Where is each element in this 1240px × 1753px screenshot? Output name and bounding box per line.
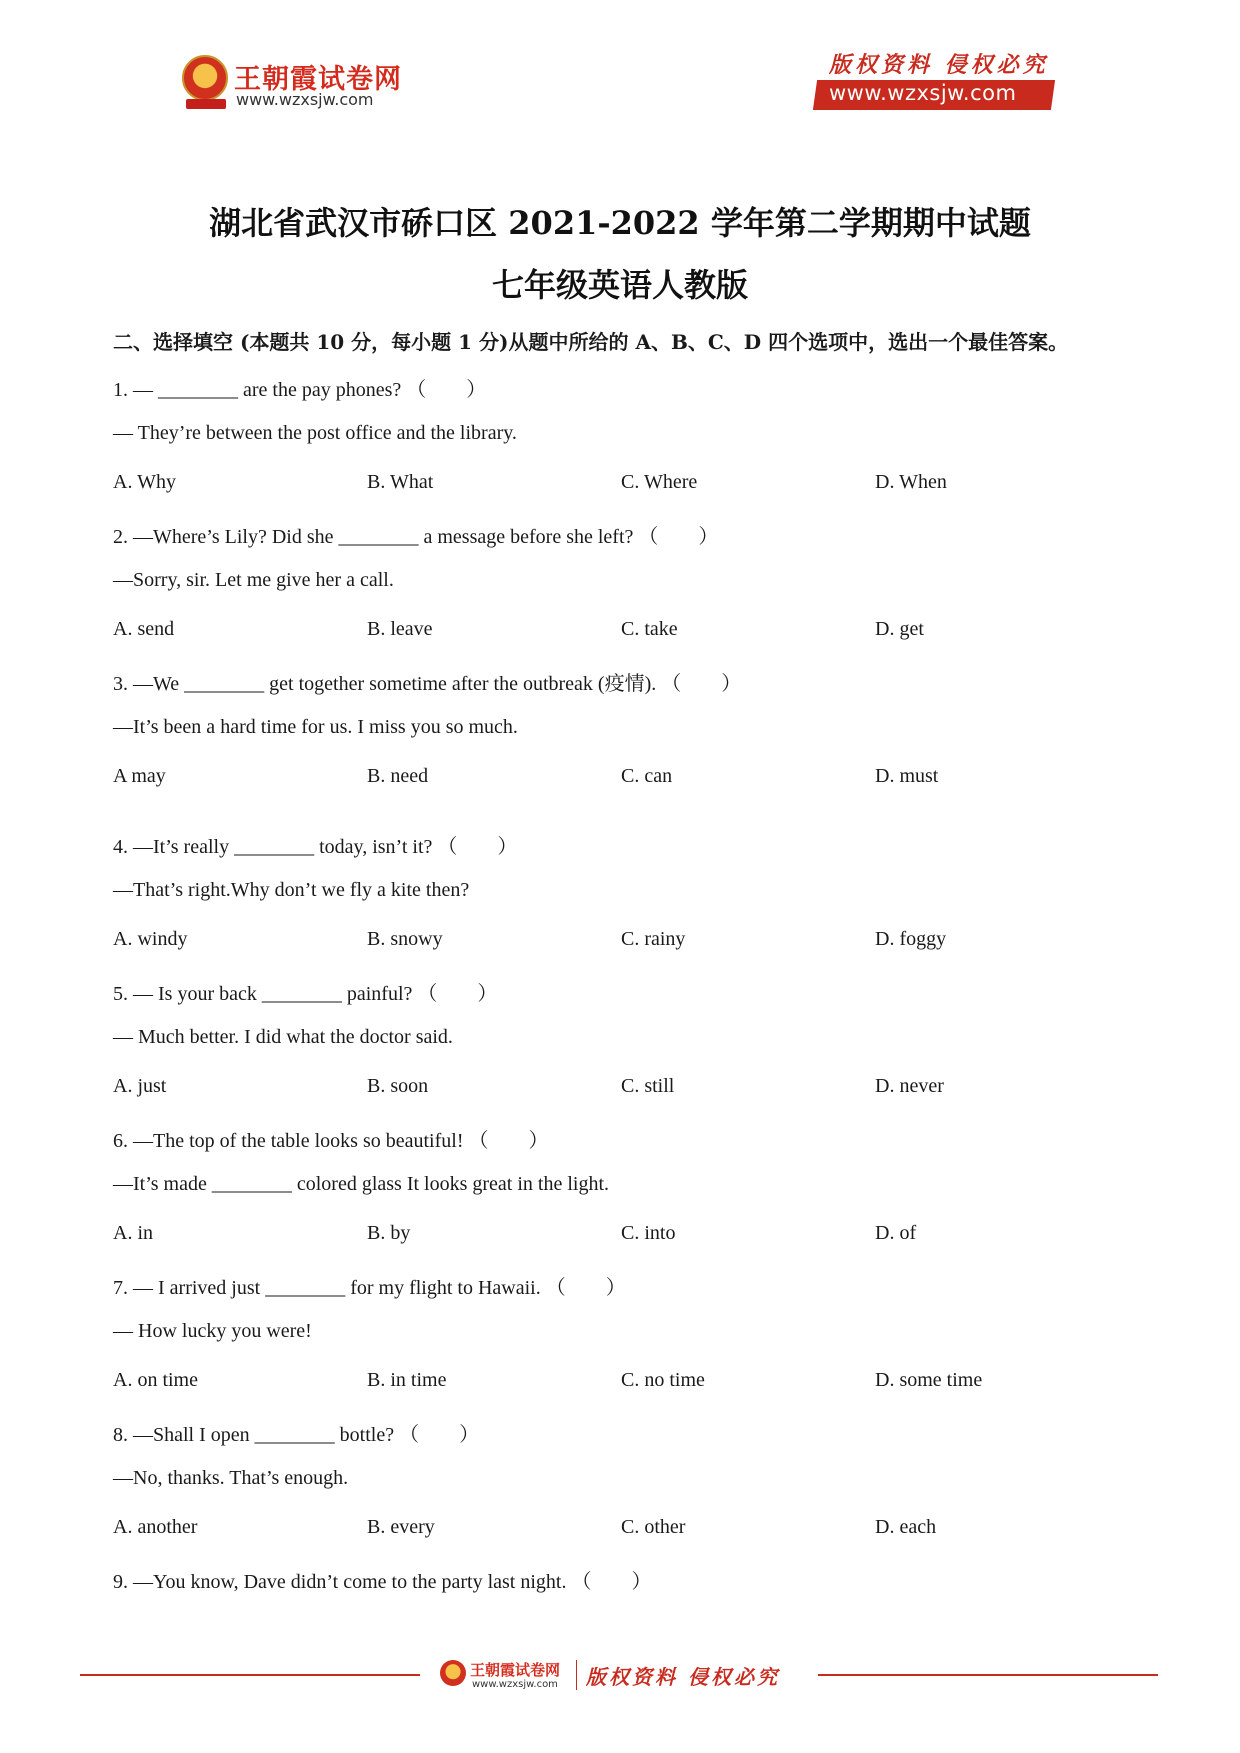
answer-line-3: —It’s been a hard time for us. I miss you so much. bbox=[113, 716, 518, 738]
footer-logo-url: www.wzxsjw.com bbox=[472, 1679, 558, 1690]
copyright-text: 版权资料 侵权必究 bbox=[829, 52, 1049, 78]
seal-icon bbox=[182, 55, 228, 101]
option-7b: B. in time bbox=[367, 1369, 447, 1391]
question-6: 6. —The top of the table looks so beautiful! （ ） bbox=[113, 1130, 549, 1152]
option-7d: D. some time bbox=[875, 1369, 983, 1391]
ribbon-icon bbox=[186, 99, 226, 109]
option-4d: D. foggy bbox=[875, 928, 947, 950]
option-7c: C. no time bbox=[621, 1369, 705, 1391]
section-heading: 二、选择填空 (本题共 10 分，每小题 1 分)从题中所给的 A、B、C、D 四个选项中，选出一个最佳答案。 bbox=[113, 330, 1069, 354]
option-3d: D. must bbox=[875, 765, 939, 787]
copyright-url: www.wzxsjw.com bbox=[829, 81, 1017, 105]
option-3a: A may bbox=[113, 765, 166, 787]
option-6c: C. into bbox=[621, 1222, 676, 1244]
header-logo bbox=[182, 55, 412, 113]
option-3c: C. can bbox=[621, 765, 673, 787]
option-2d: D. get bbox=[875, 618, 924, 640]
option-8d: D. each bbox=[875, 1516, 937, 1538]
question-2: 2. —Where’s Lily? Did she ________ a message before she left? （ ） bbox=[113, 526, 719, 548]
option-5c: C. still bbox=[621, 1075, 675, 1097]
answer-line-7: — How lucky you were! bbox=[113, 1320, 312, 1342]
footer-rule-right bbox=[818, 1674, 1158, 1676]
option-6a: A. in bbox=[113, 1222, 153, 1244]
footer-rule-left bbox=[80, 1674, 420, 1676]
copyright-banner bbox=[815, 48, 1055, 110]
option-4a: A. windy bbox=[113, 928, 188, 950]
question-1: 1. — ________ are the pay phones? （ ） bbox=[113, 379, 487, 401]
footer-divider bbox=[576, 1660, 577, 1690]
option-2a: A. send bbox=[113, 618, 175, 640]
option-4b: B. snowy bbox=[367, 928, 443, 950]
option-4c: C. rainy bbox=[621, 928, 686, 950]
option-2c: C. take bbox=[621, 618, 678, 640]
answer-line-1: — They’re between the post office and the library. bbox=[113, 422, 517, 444]
option-5b: B. soon bbox=[367, 1075, 429, 1097]
option-7a: A. on time bbox=[113, 1369, 198, 1391]
exam-subtitle: 七年级英语人教版 bbox=[491, 266, 748, 304]
option-8b: B. every bbox=[367, 1516, 435, 1538]
option-2b: B. leave bbox=[367, 618, 433, 640]
logo-url: www.wzxsjw.com bbox=[236, 90, 374, 109]
answer-line-4: —That’s right.Why don’t we fly a kite then? bbox=[113, 879, 470, 901]
footer-logo-name: 王朝霞试卷网 bbox=[470, 1661, 561, 1679]
answer-line-8: —No, thanks. That’s enough. bbox=[113, 1467, 349, 1489]
option-6d: D. of bbox=[875, 1222, 917, 1244]
question-5: 5. — Is your back ________ painful? （ ） bbox=[113, 983, 498, 1005]
footer-seal-icon bbox=[440, 1660, 466, 1686]
question-7: 7. — I arrived just ________ for my flight to Hawaii. （ ） bbox=[113, 1277, 626, 1299]
option-5d: D. never bbox=[875, 1075, 944, 1097]
option-1d: D. When bbox=[875, 471, 947, 493]
answer-line-2: —Sorry, sir. Let me give her a call. bbox=[113, 569, 394, 591]
question-4: 4. —It’s really ________ today, isn’t it? （ ） bbox=[113, 836, 518, 858]
option-5a: A. just bbox=[113, 1075, 167, 1097]
option-6b: B. by bbox=[367, 1222, 411, 1244]
logo-name: 王朝霞试卷网 bbox=[234, 64, 402, 95]
option-3b: B. need bbox=[367, 765, 429, 787]
footer-copyright: 版权资料 侵权必究 bbox=[586, 1665, 780, 1689]
question-8: 8. —Shall I open ________ bottle? （ ） bbox=[113, 1424, 480, 1446]
option-1c: C. Where bbox=[621, 471, 698, 493]
exam-title: 湖北省武汉市硚口区 2021-2022 学年第二学期期中试题 bbox=[209, 204, 1031, 242]
option-8a: A. another bbox=[113, 1516, 198, 1538]
answer-line-5: — Much better. I did what the doctor said. bbox=[113, 1026, 453, 1048]
question-9: 9. —You know, Dave didn’t come to the party last night. （ ） bbox=[113, 1571, 652, 1593]
option-8c: C. other bbox=[621, 1516, 686, 1538]
option-1b: B. What bbox=[367, 471, 434, 493]
option-1a: A. Why bbox=[113, 471, 176, 493]
question-3: 3. —We ________ get together sometime after the outbreak (疫情). （ ） bbox=[113, 673, 742, 695]
answer-line-6: —It’s made ________ colored glass It looks great in the light. bbox=[113, 1173, 610, 1195]
